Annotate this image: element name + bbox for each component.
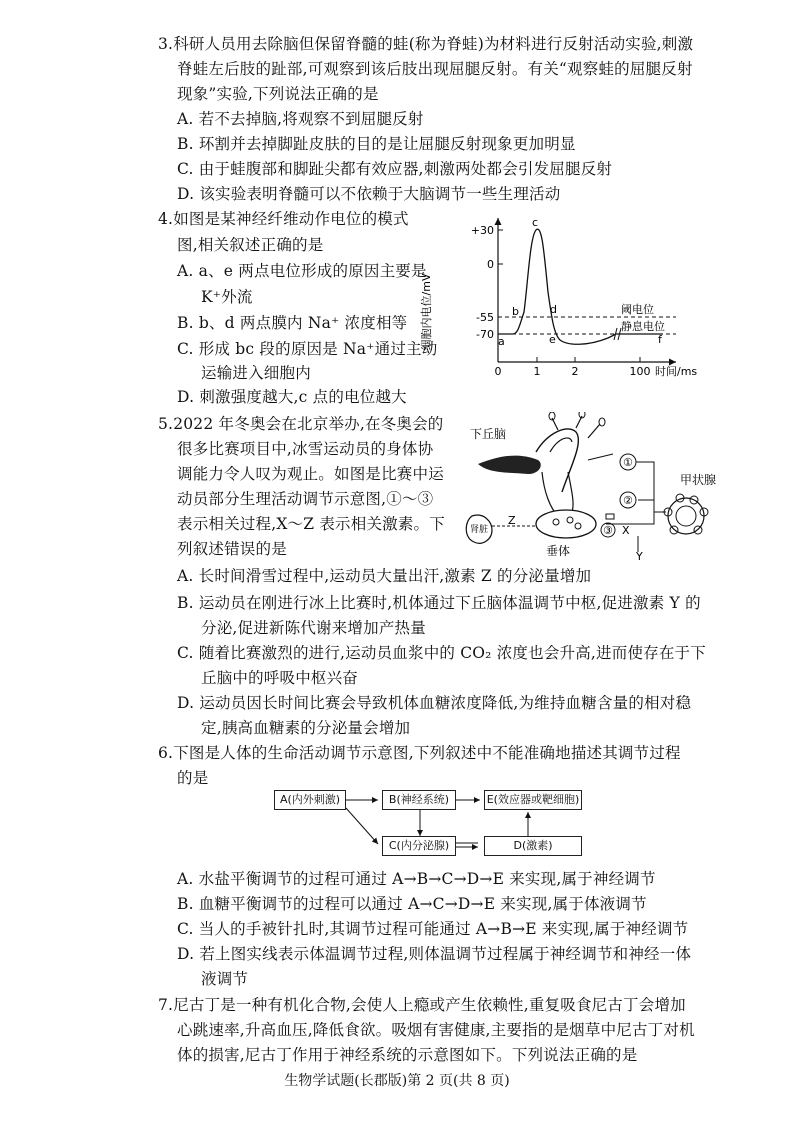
regulation-flowchart: [274, 790, 744, 862]
action-potential-graph: [418, 212, 708, 380]
q6-option-d-2: 液调节: [201, 970, 249, 988]
q5-option-b-1: B. 运动员在刚进行冰上比赛时,机体通过下丘脑体温调节中枢,促进激素 Y 的: [177, 594, 701, 612]
label-hormone-x: X: [622, 524, 630, 537]
y-tick-55: -55: [476, 311, 494, 324]
q4-option-a-1: A. a、e 两点电位形成的原因主要是: [177, 262, 427, 280]
hormone-regulation-diagram: [458, 412, 738, 562]
label-pituitary: 垂体: [546, 544, 571, 558]
q4-option-c-1: C. 形成 bc 段的原因是 Na⁺通过主动: [177, 340, 438, 358]
x-tick-0: 0: [494, 365, 502, 378]
flow-box-c: C(内分泌腺): [382, 836, 456, 856]
q4-stem-2: 图,相关叙述正确的是: [177, 236, 324, 254]
q7-stem-1: 7.尼古丁是一种有机化合物,会使人上瘾或产生依赖性,重复吸食尼古丁会增加: [158, 996, 686, 1014]
q5-option-b-2: 分泌,促进新陈代谢来增加产热量: [201, 619, 426, 637]
point-e: e: [549, 333, 556, 346]
q5-option-d-1: D. 运动员因长时间比赛会导致机体血糖浓度降低,为维持血糖含量的相对稳: [177, 694, 692, 712]
q7-stem-2: 心跳速率,升高血压,降低食欲。吸烟有害健康,主要指的是烟草中尼古丁对机: [177, 1021, 695, 1039]
flow-box-e: E(效应器或靶细胞): [484, 790, 582, 810]
q3-stem-3: 现象”实验,下列说法正确的是: [177, 85, 379, 103]
q6-stem-2: 的是: [177, 769, 209, 787]
q6-option-c: C. 当人的手被针扎时,其调节过程可能通过 A→B→E 来实现,属于神经调节: [177, 920, 689, 938]
q5-option-a: A. 长时间滑雪过程中,运动员大量出汗,激素 Z 的分泌量增加: [177, 567, 592, 585]
q5-option-c-2: 丘脑中的呼吸中枢兴奋: [201, 669, 359, 687]
q5-stem-4: 动员部分生理活动调节示意图,①～③: [177, 490, 434, 508]
q4-option-c-2: 运输进入细胞内: [201, 364, 311, 382]
point-d: d: [550, 303, 557, 316]
q4-option-d: D. 刺激强度越大,c 点的电位越大: [177, 388, 407, 406]
label-thyroid: 甲状腺: [680, 473, 717, 487]
graph-ylabel: 细胞内电位/mV: [420, 273, 433, 351]
label-process-3: ③: [603, 524, 613, 537]
q5-stem-1: 5.2022 年冬奥会在北京举办,在冬奥会的: [158, 415, 444, 433]
resting-label: 静息电位: [621, 320, 665, 333]
q3-option-b: B. 环割并去掉脚趾皮肤的目的是让屈腿反射现象更加明显: [177, 135, 576, 153]
q3-option-d: D. 该实验表明脊髓可以不依赖于大脑调节一些生理活动: [177, 185, 561, 203]
q6-option-a: A. 水盐平衡调节的过程可通过 A→B→C→D→E 来实现,属于神经调节: [177, 870, 656, 888]
q6-stem-1: 6.下图是人体的生命活动调节示意图,下列叙述中不能准确地描述其调节过程: [158, 744, 681, 762]
q4-option-b: B. b、d 两点膜内 Na⁺ 浓度相等: [177, 314, 408, 332]
q3-stem-2: 脊蛙左后肢的趾部,可观察到该后肢出现屈腿反射。有关“观察蛙的屈腿反射: [177, 60, 693, 78]
label-process-1: ①: [623, 456, 633, 469]
page-footer: 生物学试题(长郡版)第 2 页(共 8 页): [284, 1073, 510, 1089]
q4-stem-1: 4.如图是某神经纤维动作电位的模式: [158, 210, 409, 228]
graph-xlabel: 时间/ms: [655, 365, 698, 378]
point-f: f: [658, 333, 662, 346]
label-kidney: 肾脏: [470, 525, 489, 535]
q3-option-a: A. 若不去掉脑,将观察不到屈腿反射: [177, 110, 424, 128]
point-c: c: [532, 216, 539, 229]
flow-box-b: B(神经系统): [382, 790, 456, 810]
threshold-label: 阈电位: [621, 303, 654, 316]
q5-stem-5: 表示相关过程,X～Z 表示相关激素。下: [177, 515, 445, 533]
q4-option-a-2: K⁺外流: [201, 288, 253, 306]
x-tick-1: 1: [533, 365, 541, 378]
label-hormone-y: Y: [636, 550, 643, 562]
q7-stem-3: 体的损害,尼古丁作用于神经系统的示意图如下。下列说法正确的是: [177, 1046, 638, 1064]
q3-stem-1: 3.科研人员用去除脑但保留脊髓的蛙(称为脊蛙)为材料进行反射活动实验,刺激: [158, 35, 694, 53]
x-tick-2: 2: [571, 365, 579, 378]
point-b: b: [512, 305, 519, 318]
q5-stem-3: 调能力令人叹为观止。如图是比赛中运: [177, 465, 444, 483]
label-hypothalamus: 下丘脑: [470, 427, 507, 441]
label-hormone-z: Z: [508, 514, 516, 527]
flow-box-a: A(内外刺激): [274, 790, 346, 810]
point-a: a: [498, 335, 505, 348]
q5-stem-2: 很多比赛项目中,冰雪运动员的身体协: [177, 440, 434, 458]
q6-option-d-1: D. 若上图实线表示体温调节过程,则体温调节过程属于神经调节和神经一体: [177, 945, 692, 963]
y-tick-30: +30: [470, 224, 494, 237]
q3-option-c: C. 由于蛙腹部和脚趾尖都有效应器,刺激两处都会引发屈腿反射: [177, 160, 613, 178]
q5-stem-6: 列叙述错误的是: [177, 540, 287, 558]
q6-option-b: B. 血糖平衡调节的过程可以通过 A→C→D→E 来实现,属于体液调节: [177, 895, 647, 913]
x-tick-100: 100: [629, 365, 651, 378]
q5-option-d-2: 定,胰高血糖素的分泌量会增加: [201, 719, 411, 737]
label-process-2: ②: [623, 494, 633, 507]
y-tick-0: 0: [487, 258, 494, 271]
flow-box-d: D(激素): [484, 836, 582, 856]
y-tick-70: -70: [476, 328, 494, 341]
q5-option-c-1: C. 随着比赛激烈的进行,运动员血浆中的 CO₂ 浓度也会升高,进而使存在于下: [177, 644, 706, 662]
